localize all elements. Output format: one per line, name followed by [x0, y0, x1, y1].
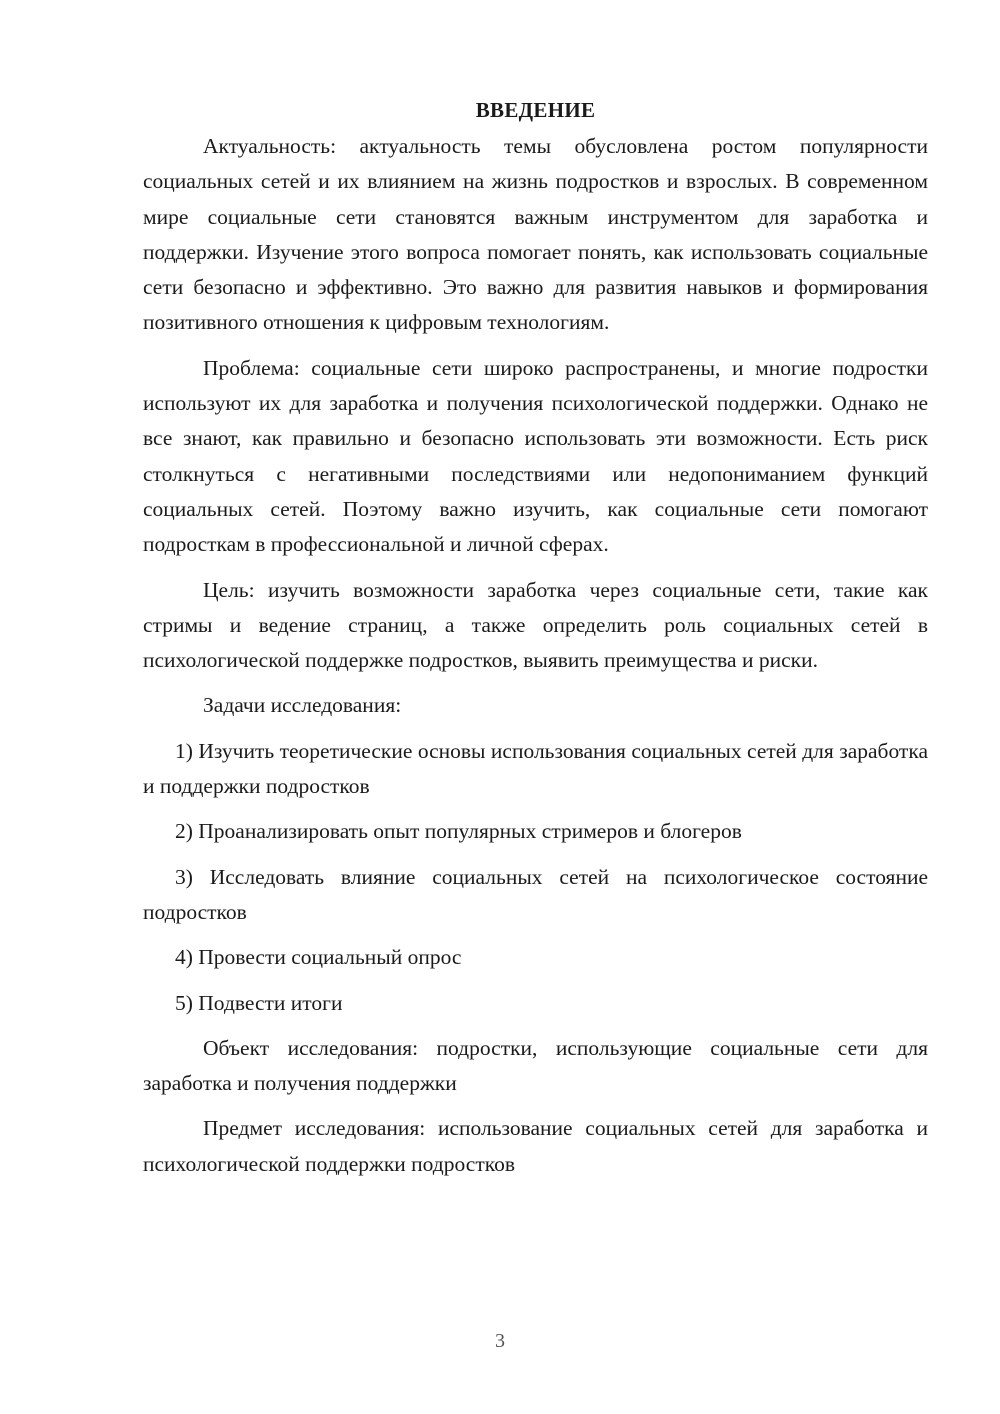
- task-item-4: 4) Провести социальный опрос: [175, 945, 462, 970]
- paragraph-goal: Цель: изучить возможности заработка через социальные сети, такие как стримы и ведение страниц, а также определить роль социальных сетей в психологической поддержке подростков, выявить преимущества и риски.: [143, 577, 928, 673]
- document-page: [143, 95, 928, 1192]
- task-item-2: 2) Проанализировать опыт популярных стримеров и блогеров: [175, 819, 742, 844]
- paragraph-object: Объект исследования: подростки, использующие социальные сети для заработка и получения поддержки: [143, 1035, 928, 1096]
- paragraph-relevance: Актуальность: актуальность темы обусловлена ростом популярности социальных сетей и их влиянием на жизнь подростков и взрослых. В современном мире социальные сети становятся важным инструментом для заработка и поддержки. Изучение этого вопроса помогает понять, как использовать социальные сети безопасно и эффективно. Это важно для развития навыков и формирования позитивного отношения к цифровым технологиям.: [143, 134, 928, 335]
- section-title: ВВЕДЕНИЕ: [475, 98, 596, 122]
- task-item-3: 3) Исследовать влияние социальных сетей на психологическое состояние подростков: [143, 864, 928, 924]
- task-item-5: 5) Подвести итоги: [175, 990, 343, 1015]
- task-item-1: 1) Изучить теоретические основы использования социальных сетей для заработка и поддержки подростков: [143, 738, 928, 799]
- page-number: 3: [495, 1330, 505, 1352]
- paragraph-subject: Предмет исследования: использование социальных сетей для заработка и психологической поддержки подростков: [143, 1116, 928, 1176]
- paragraph-problem: Проблема: социальные сети широко распространены, и многие подростки используют их для заработка и получения психологической поддержки. Однако не все знают, как правильно и безопасно использовать эти возможности. Есть риск столкнуться с негативными последствиями или недопониманием функций социальных сетей. Поэтому важно изучить, как социальные сети помогают подросткам в профессиональной и личной сферах.: [143, 355, 928, 557]
- paragraph-tasks-heading: Задачи исследования:: [203, 693, 402, 718]
